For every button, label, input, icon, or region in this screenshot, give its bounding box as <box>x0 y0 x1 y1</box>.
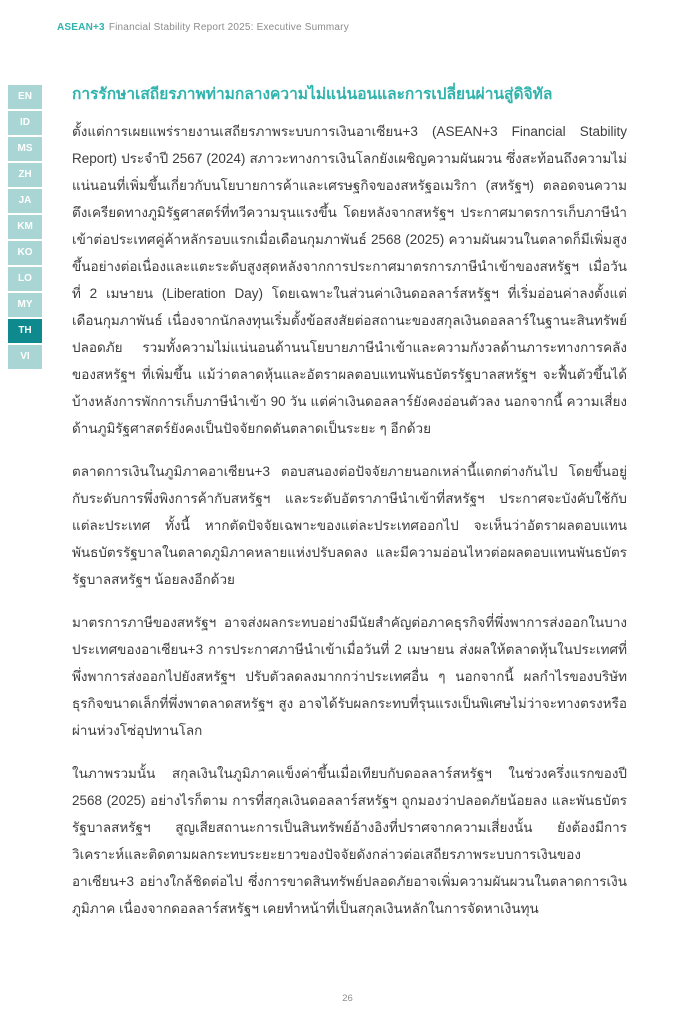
lang-tab-zh[interactable]: ZH <box>8 163 42 187</box>
lang-tab-my[interactable]: MY <box>8 293 42 317</box>
lang-tab-th-active[interactable]: TH <box>8 319 42 343</box>
language-sidebar <box>8 85 42 369</box>
body-paragraph-4: ในภาพรวมนั้น สกุลเงินในภูมิภาคแข็งค่าขึ้นเมื่อเทียบกับดอลลาร์สหรัฐฯ ในช่วงครึ่งแรกของปี 2568 (2025) อย่างไรก็ตาม การที่สกุลเงินดอลลาร์สหรัฐฯ ถูกมองว่าปลอดภัยน้อยลง และพันธบัตรรัฐบาลสหรัฐฯ สูญเสียสถานะการเป็นสินทรัพย์อ้างอิงที่ปราศจากความเสี่ยงนั้น ยังต้องมีการวิเคราะห์และติดตามผลกระทบระยะยาวของปัจจัยดังกล่าวต่อเสถียรภาพระบบการเงินของอาเซียน+3 อย่างใกล้ชิดต่อไป ซึ่งการขาดสินทรัพย์ปลอดภัยอาจเพิ่มความผันผวนในตลาดการเงินภูมิภาค เนื่องจากดอลลาร์สหรัฐฯ เคยทำหน้าที่เป็นสกุลเงินหลักในการจัดหาเงินทุน <box>72 766 627 916</box>
lang-tab-lo[interactable]: LO <box>8 267 42 291</box>
lang-tab-km[interactable]: KM <box>8 215 42 239</box>
section-heading: การรักษาเสถียรภาพท่ามกลางความไม่แน่นอนและการเปลี่ยนผ่านสู่ดิจิทัล <box>72 86 553 103</box>
lang-tab-en[interactable]: EN <box>8 85 42 109</box>
body-paragraph-1: ตั้งแต่การเผยแพร่รายงานเสถียรภาพระบบการเงินอาเซียน+3 (ASEAN+3 Financial Stability Report) ประจำปี 2567 (2024) สภาวะทางการเงินโลกยังเผชิญความผันผวน ซึ่งสะท้อนถึงความไม่แน่นอนที่เพิ่มขึ้นเกี่ยวกับนโยบายการค้าและเศรษฐกิจของสหรัฐอเมริกา (สหรัฐฯ) ตลอดจนความตึงเครียดทางภูมิรัฐศาสตร์ที่ทวีความรุนแรงขึ้น โดยหลังจากสหรัฐฯ ประกาศมาตรการเก็บภาษีนำเข้าต่อประเทศคู่ค้าหลักรอบแรกเมื่อเดือนกุมภาพันธ์ 2568 (2025) ความผันผวนในตลาดก็มีเพิ่มสูงขึ้นอย่างต่อเนื่องและแตะระดับสูงสุดหลังจากการประกาศมาตรการภาษีนำเข้าของสหรัฐฯ เมื่อวันที่ 2 เมษายน (Liberation Day) โดยเฉพาะในส่วนค่าเงินดอลลาร์สหรัฐฯ ที่เริ่มอ่อนค่าลงตั้งแต่เดือนกุมภาพันธ์ เนื่องจากนักลงทุนเริ่มตั้งข้อสงสัยต่อสถานะของสกุลเงินดอลลาร์ในฐานะสินทรัพย์ปลอดภัย รวมทั้งความไม่แน่นอนด้านนโยบายภาษีนำเข้าและความกังวลด้านภาระทางการคลังของสหรัฐฯ ที่เพิ่มขึ้น แม้ว่าตลาดหุ้นและอัตราผลตอบแทนพันธบัตรรัฐบาลสหรัฐฯ จะฟื้นตัวขึ้นได้บ้างหลังการพักการเก็บภาษีนำเข้า 90 วัน แต่ค่าเงินดอลลาร์ยังคงอ่อนตัวลง นอกจากนี้ ความเสี่ยงด้านภูมิรัฐศาสตร์ยังคงเป็นปัจจัยกดดันตลาดเป็นระยะ ๆ อีกด้วย <box>72 124 627 436</box>
lang-tab-vi[interactable]: VI <box>8 345 42 369</box>
report-brand: ASEAN+3 <box>57 22 105 33</box>
page-footer <box>0 988 695 1006</box>
lang-tab-ms[interactable]: MS <box>8 137 42 161</box>
lang-tab-ja[interactable]: JA <box>8 189 42 213</box>
lang-tab-ko[interactable]: KO <box>8 241 42 265</box>
page-content <box>72 84 627 938</box>
report-header <box>57 22 349 33</box>
lang-tab-id[interactable]: ID <box>8 111 42 135</box>
report-title: Financial Stability Report 2025: Executive Summary <box>108 22 349 33</box>
body-paragraph-2: ตลาดการเงินในภูมิภาคอาเซียน+3 ตอบสนองต่อปัจจัยภายนอกเหล่านี้แตกต่างกันไป โดยขึ้นอยู่กับระดับการพึ่งพิงการค้ากับสหรัฐฯ และระดับอัตราภาษีนำเข้าที่สหรัฐฯ ประกาศจะบังคับใช้กับแต่ละประเทศ ทั้งนี้ หากตัดปัจจัยเฉพาะของแต่ละประเทศออกไป จะเห็นว่าอัตราผลตอบแทนพันธบัตรรัฐบาลในตลาดภูมิภาคหลายแห่งปรับลดลง และมีความอ่อนไหวต่อผลตอบแทนพันธบัตรรัฐบาลสหรัฐฯ น้อยลงอีกด้วย <box>72 464 627 587</box>
body-paragraph-3: มาตรการภาษีของสหรัฐฯ อาจส่งผลกระทบอย่างมีนัยสำคัญต่อภาคธุรกิจที่พึ่งพาการส่งออกในบางประเทศของอาเซียน+3 การประกาศภาษีนำเข้าเมื่อวันที่ 2 เมษายน ส่งผลให้ตลาดหุ้นในประเทศที่พึ่งพาการส่งออกไปยังสหรัฐฯ ปรับตัวลดลงมากกว่าประเทศอื่น ๆ นอกจากนี้ ผลกำไรของบริษัทธุรกิจขนาดเล็กที่พึ่งพาตลาดสหรัฐฯ สูง อาจได้รับผลกระทบที่รุนแรงเป็นพิเศษไม่ว่าจะทางตรงหรือผ่านห่วงโซ่อุปทานโลก <box>72 615 627 738</box>
page-number: 26 <box>342 993 353 1004</box>
